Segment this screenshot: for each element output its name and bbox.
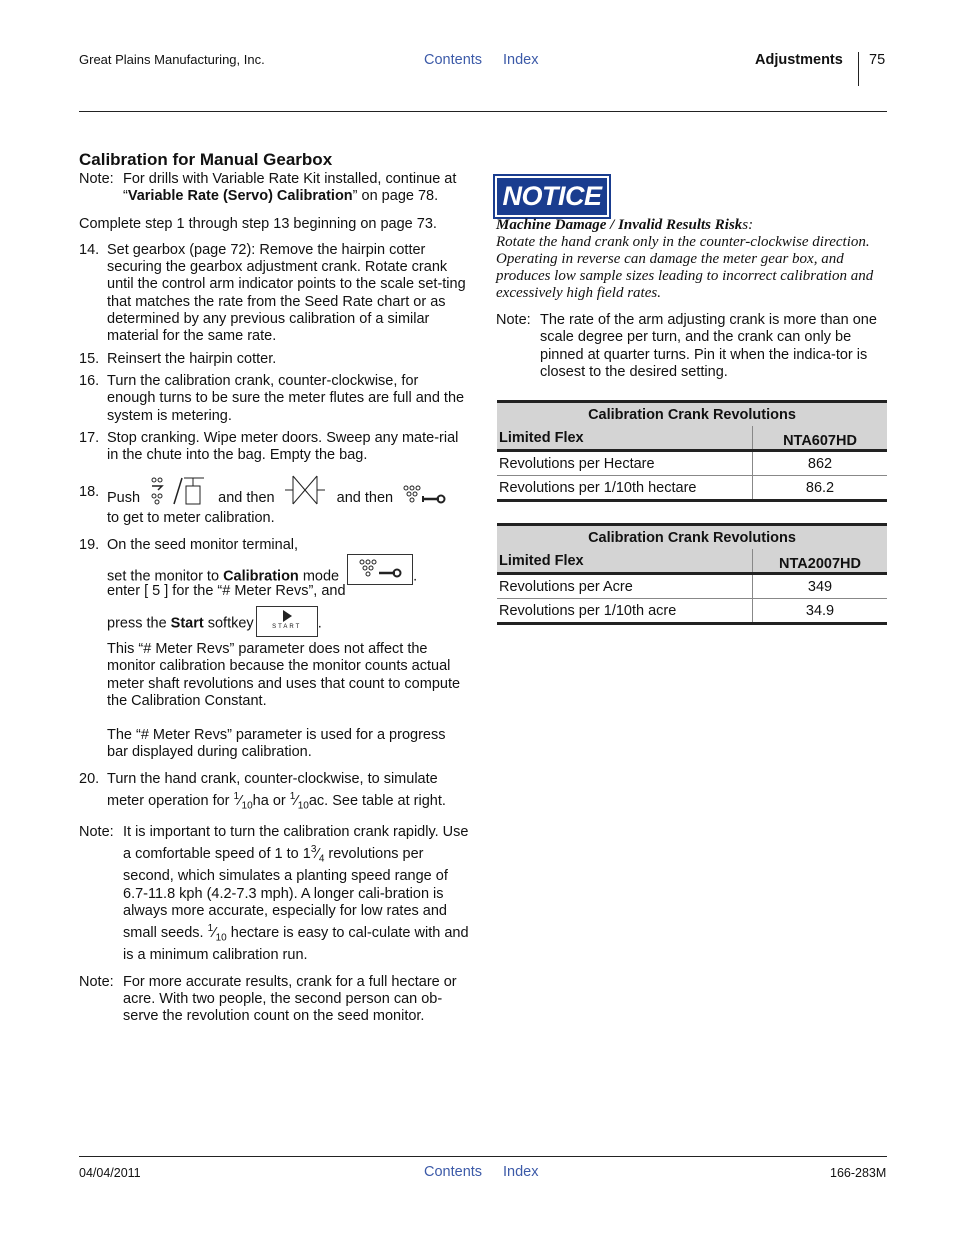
seed-fert-icon [148, 474, 208, 510]
calibration-table-1 [497, 400, 887, 502]
table-row [497, 451, 887, 476]
step-number: 14. [79, 241, 100, 258]
notice-body: Rotate the hand crank only in the counter-clockwise direction. Operating in reverse can damage the meter gear box, and produces low sample sizes leading to incorrect calibration and excessively high field rates. [496, 234, 874, 301]
note-variable-rate [79, 171, 469, 206]
mode-text: mode [298, 568, 340, 585]
note-crank-rate [496, 312, 888, 381]
fraction-numerator: 1 [289, 791, 296, 803]
fraction-denominator: 10 [297, 800, 309, 812]
row-value: 86.2 [753, 476, 888, 501]
note-text: For more accurate results, crank for a full hectare or acre. With two people, the second person can ob-serve the revolution count on the seed monitor. [123, 973, 457, 1025]
step-20 [79, 771, 469, 815]
row-value: 349 [753, 574, 888, 599]
notice-title-b: s: [742, 217, 754, 233]
calibration-mode-softkey[interactable] [347, 554, 413, 585]
meter-revs-para-2: The “# Meter Revs” parameter is used for a progress bar displayed during calibration. [107, 727, 446, 761]
row-value: 34.9 [753, 599, 888, 624]
step-text: On the seed monitor terminal, [107, 536, 299, 553]
contents-link[interactable]: Contents [424, 52, 483, 68]
table-col-header: NTA607HD [753, 426, 888, 451]
note-link-text: Variable Rate (Servo) Calibration [127, 188, 353, 205]
step-number: 17. [79, 429, 100, 446]
step-number: 18. [79, 484, 100, 501]
note-accuracy [79, 974, 469, 1026]
company-name: Great Plains Manufacturing, Inc. [79, 52, 265, 67]
step-text: Turn the hand crank, counter-clockwise, to simulate meter operation for $^1⁄_{10}ha$ or $^1⁄_{10}ac$. See table at right. [107, 770, 446, 812]
section-title: Adjustments [755, 52, 843, 68]
footer-contents-link[interactable]: Contents [424, 1164, 483, 1180]
fraction-numerator: 3 [310, 844, 317, 856]
step-text: Reinsert the hairpin cotter. [107, 350, 277, 367]
note-crank-speed [79, 824, 469, 965]
play-icon [280, 609, 294, 623]
step-text [107, 484, 447, 527]
calibration-wrench-icon [357, 558, 403, 580]
intro-text: Complete step 1 through step 13 beginning on page 73. [79, 215, 437, 232]
notice-badge-text: NOTICE [502, 181, 602, 211]
step-20-text-c: ac. See table at right. [308, 792, 446, 809]
page-number: 75 [869, 52, 886, 68]
header-rule [79, 111, 887, 112]
step-20-text-b: ha or [252, 792, 290, 809]
header-divider [858, 52, 859, 86]
step-number: 19. [79, 536, 100, 553]
note-text [123, 171, 469, 206]
step-number: 15. [79, 350, 100, 367]
start-label: START [272, 623, 302, 630]
start-softkey[interactable] [256, 606, 318, 637]
softkey-text: softkey [203, 615, 254, 632]
step-15 [79, 351, 469, 368]
step-14 [79, 242, 469, 346]
step-19-details [79, 568, 469, 762]
table-row [497, 599, 887, 624]
step-18 [79, 484, 469, 527]
bowtie-icon [283, 472, 327, 508]
note-text: It is important to turn the calibration crank rapidly. Use a comfortable speed of 1 to $1^3⁄_4$ revolutions per second, which simulates a planting speed range of 6.7-11.8 kph (4.2-7.3 mph). A longer cali-bration is always more accurate, especially for low rates and small seeds. $^1⁄_{10}$ hectare is easy to cal-culate with and is a minimum calibration run. [123, 824, 469, 964]
press-start-line: press the Start softkey START . [107, 608, 469, 639]
note-text-a: For drills with Variable Rate Kit installed, continue at “ [123, 171, 457, 205]
page-heading: Calibration for Manual Gearbox [79, 150, 333, 169]
fraction-denominator: 4 [318, 854, 325, 866]
table-col-header: Limited Flex [497, 549, 753, 574]
document-number: 166-283M [830, 1166, 887, 1180]
index-link[interactable]: Index [503, 52, 539, 68]
row-label: Revolutions per Acre [497, 574, 753, 599]
step-20-text-a: Turn the hand crank, counter-clockwise, to simulate meter operation for [107, 770, 438, 809]
notice-title [496, 217, 888, 234]
step-text: Stop cranking. Wipe meter doors. Sweep any mate-rial in the chute into the bag. Empty the bag. [107, 429, 459, 464]
set-mode-line: set the monitor to Calibration mode . [107, 568, 469, 586]
fraction-denominator: 10 [215, 932, 227, 944]
table-col-header: Limited Flex [497, 426, 753, 451]
note-text-a: It is important to turn the calibration crank rapidly. Use a comfortable speed of 1 to 1 [123, 824, 469, 863]
note-text-b: revolutions per second, which simulates a planting speed range of 6.7-11.8 kph (4.2-7.3 mph). A longer cali-bration is always more accurate, especially for low rates and small seeds. [123, 846, 448, 942]
calibration-table-2 [497, 523, 887, 625]
press-text: press the [107, 615, 171, 632]
table-row [497, 574, 887, 599]
footer-date: 04/04/2011 [79, 1166, 141, 1180]
left-column [79, 171, 469, 1025]
notice-badge [495, 176, 609, 217]
table-title: Calibration Crank Revolutions [497, 526, 887, 549]
calibration-wrench-icon [401, 484, 447, 506]
row-label: Revolutions per 1/10th hectare [497, 476, 753, 501]
note-label: Note: [79, 171, 114, 187]
step-number: 16. [79, 372, 100, 389]
step-19 [79, 537, 469, 554]
footer-rule [79, 1156, 887, 1157]
fraction-denominator: 10 [241, 800, 253, 812]
set-text: set the monitor to [107, 568, 224, 585]
and-then-text: and then [336, 490, 394, 507]
step-text: Turn the calibration crank, counter-clockwise, for enough turns to be sure the meter flutes are full and the system is metering. [107, 372, 465, 424]
step-number: 20. [79, 770, 100, 787]
note-text-c: hectare is easy to cal-culate with and is a minimum calibration run. [123, 925, 469, 964]
row-value: 862 [753, 451, 888, 476]
footer-index-link[interactable]: Index [503, 1164, 539, 1180]
row-label: Revolutions per 1/10th acre [497, 599, 753, 624]
row-label: Revolutions per Hectare [497, 451, 753, 476]
enter-line: enter [ 5 ] for the “# Meter Revs”, and [107, 582, 346, 599]
step-17 [79, 430, 469, 465]
push-text: Push [107, 490, 141, 507]
step-tail-text: to get to meter calibration. [107, 510, 275, 527]
start-bold: Start [170, 615, 204, 632]
table-title: Calibration Crank Revolutions [497, 403, 887, 426]
note-text-b: ” on page 78. [352, 188, 439, 205]
fraction-numerator: 1 [233, 791, 240, 803]
and-then-text: and then [218, 490, 275, 507]
notice-title-a: Machine Damage / Invalid Results Risk [496, 217, 743, 233]
note-label: Note: [496, 312, 531, 328]
step-text: Set gearbox (page 72): Remove the hairpin cotter securing the gearbox adjustment crank. Rotate crank until the control arm indicator points to the scale set-ting that matches the rate from the Seed Rate chart or as determined by any previous calibration of a similar material for the same rate. [107, 241, 466, 345]
note-text: The rate of the arm adjusting crank is more than one scale degree per turn, and the crank can only be pinned at quarter turns. Pin it when the indica-tor is closest to the desired setting. [540, 312, 877, 380]
calibration-bold: Calibration [223, 568, 299, 585]
table-col-header: NTA2007HD [753, 549, 888, 574]
note-label: Note: [79, 824, 114, 841]
note-label: Note: [79, 973, 114, 990]
table-row [497, 476, 887, 501]
fraction-numerator: 1 [207, 923, 214, 935]
notice-message [496, 217, 888, 302]
meter-revs-para-1: This “# Meter Revs” parameter does not affect the monitor calibration because the monitor counts actual meter shaft revolutions and uses that count to compute the Calibration Constant. [107, 640, 461, 709]
step-16 [79, 373, 469, 425]
